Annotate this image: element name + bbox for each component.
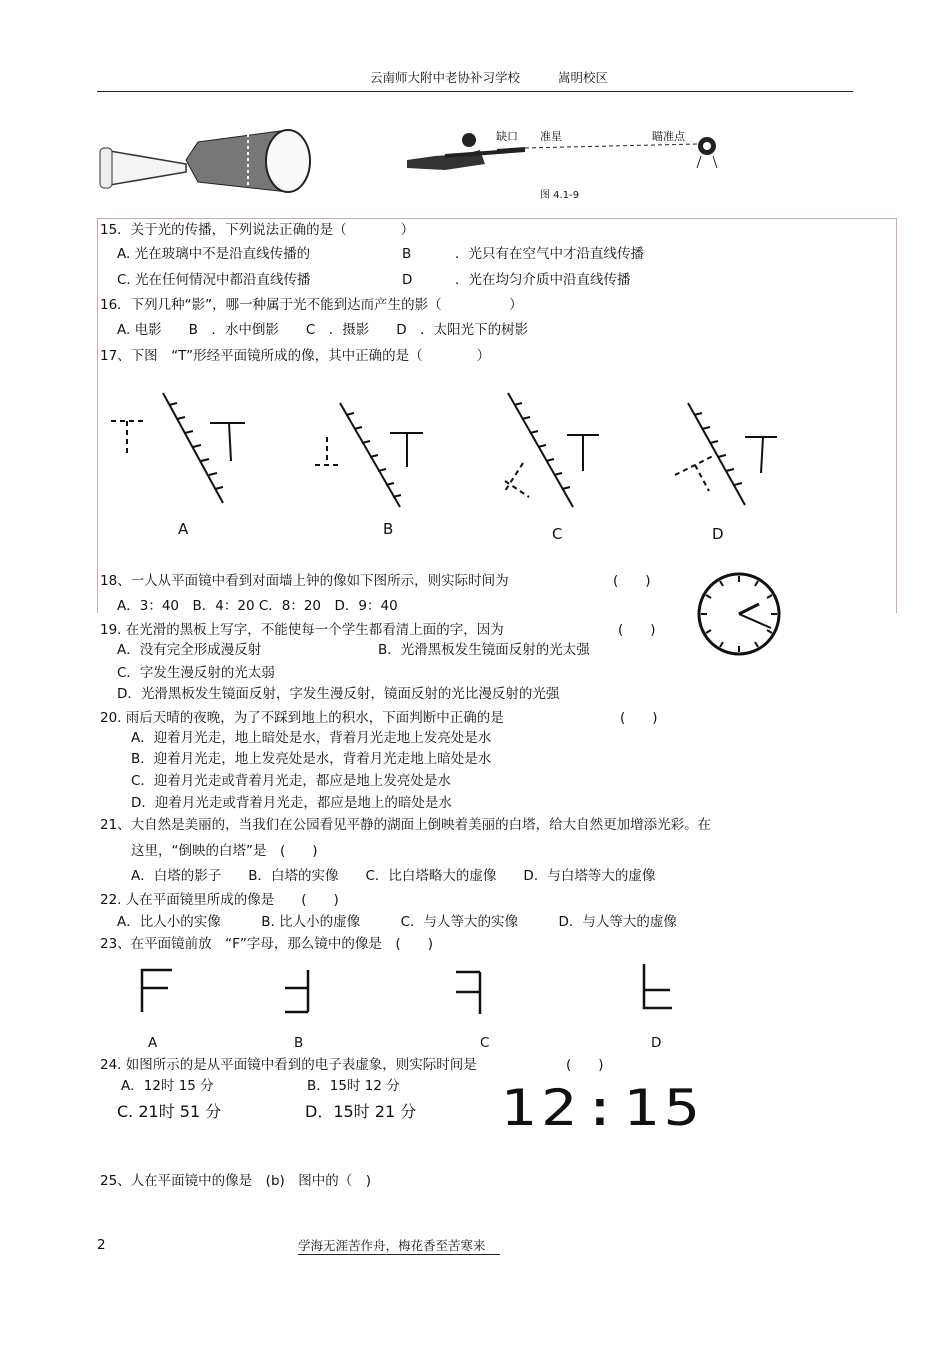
q24-stem: 24. 如图所示的是从平面镜中看到的电子表虚象，则实际时间是 <box>100 1057 477 1073</box>
q20-option-b: B．迎着月光走，地上发亮处是水，背着月光走地上暗处是水 <box>131 751 492 767</box>
q15-option-b: ．光只有在空气中才沿直线传播 <box>455 246 644 262</box>
q23-label-d: D <box>651 1035 662 1051</box>
q22-stem: 22. 人在平面镜里所成的像是 ( ) <box>100 892 339 908</box>
q15-option-d: ．光在均匀介质中沿直线传播 <box>455 272 631 288</box>
q24-option-c: C. 21时 51 分 <box>117 1102 222 1121</box>
q17-stem: 17、下图 “T”形经平面镜所成的像，其中正确的是（ ） <box>100 348 491 364</box>
q17-mirror-figures <box>105 385 885 555</box>
q16-stem: 16．下列几种“影”，哪一种属于光不能到达而产生的影（ ） <box>100 297 523 313</box>
header-school: 云南师大附中老协补习学校 <box>370 70 521 85</box>
q15-option-b-letter: B <box>402 246 412 262</box>
flashlight-figure <box>98 122 312 200</box>
q19-option-d: D．光滑黑板发生镜面反射，字发生漫反射，镜面反射的光比漫反射的光强 <box>117 686 560 702</box>
q15-option-d-letter: D <box>402 272 413 288</box>
header-rule <box>97 91 853 92</box>
box-right-border <box>896 218 897 613</box>
box-left-border <box>97 218 98 613</box>
q21-stem-line1: 21、大自然是美丽的，当我们在公园看见平静的湖面上倒映着美丽的白塔，给大自然更加增添光彩。在 <box>100 817 712 833</box>
q20-answer-paren: ( ) <box>620 710 658 726</box>
q19-option-a: A．没有完全形成漫反射 <box>117 642 262 658</box>
q19-stem: 19. 在光滑的黑板上写字，不能使每一个学生都看清上面的字，因为 <box>100 622 504 638</box>
q19-option-c: C．字发生漫反射的光太弱 <box>117 665 275 681</box>
rifle-label-notch: 缺口 <box>496 130 518 143</box>
rifle-label-aim: 瞄准点 <box>652 130 685 143</box>
q17-label-c: C <box>552 525 563 543</box>
q18-answer-paren: ( ) <box>613 573 651 589</box>
q18-options: A．3：40 B．4：20 C．8：20 D．9：40 <box>117 598 398 614</box>
q19-answer-paren: ( ) <box>618 622 656 638</box>
q16-options: A. 电影 B ．水中倒影 C ．摄影 D ．太阳光下的树影 <box>117 322 529 338</box>
rifle-label-sight: 准星 <box>540 130 562 143</box>
q18-clock-figure <box>695 570 785 660</box>
q15-option-c: C. 光在任何情况中都沿直线传播 <box>117 272 311 288</box>
q17-label-a: A <box>178 520 189 538</box>
q23-letter-figures <box>130 960 690 1020</box>
q24-digital-display: 12:15 <box>500 1079 705 1137</box>
q22-options: A．比人小的实像 B. 比人小的虚像 C．与人等大的实像 D．与人等大的虚像 <box>117 914 677 930</box>
q17-label-d: D <box>712 525 724 543</box>
box-top-border <box>97 218 897 219</box>
q24-option-b: B．15时 12 分 <box>307 1078 400 1094</box>
q20-option-d: D．迎着月光走或背着月光走，都应是地上的暗处是水 <box>131 795 452 811</box>
q21-options: A．白塔的影子 B．白塔的实像 C．比白塔略大的虚像 D．与白塔等大的虚像 <box>131 868 656 884</box>
q24-answer-paren: ( ) <box>566 1057 604 1073</box>
q18-stem: 18、一人从平面镜中看到对面墙上钟的像如下图所示，则实际时间为 <box>100 573 509 589</box>
q15-stem: 15．关于光的传播，下列说法正确的是（ ） <box>100 222 415 238</box>
q20-option-c: C．迎着月光走或背着月光走，都应是地上发亮处是水 <box>131 773 451 789</box>
q23-label-a: A <box>148 1035 158 1051</box>
q20-option-a: A．迎着月光走，地上暗处是水，背着月光走地上发亮处是水 <box>131 730 492 746</box>
q15-option-a: A. 光在玻璃中不是沿直线传播的 <box>117 246 311 262</box>
footer-page-number: 2 <box>97 1237 106 1253</box>
q23-label-b: B <box>294 1035 304 1051</box>
header-campus: 嵩明校区 <box>558 70 609 85</box>
q24-option-a: A．12时 15 分 <box>121 1078 214 1094</box>
figure-caption: 图 4.1-9 <box>540 190 580 201</box>
q25-stem: 25、人在平面镜中的像是 (b) 图中的（ ) <box>100 1173 372 1189</box>
q17-label-b: B <box>383 520 394 538</box>
q24-option-d: D．15时 21 分 <box>305 1102 417 1121</box>
footer-motto: 学海无涯苦作舟，梅花香至苦寒来 <box>298 1236 500 1255</box>
q20-stem: 20. 雨后天晴的夜晚，为了不踩到地上的积水，下面判断中正确的是 <box>100 710 504 726</box>
q23-label-c: C <box>480 1035 490 1051</box>
q23-stem: 23、在平面镜前放 “F”字母，那么镜中的像是 ( ) <box>100 936 433 952</box>
q21-stem-line2: 这里，“倒映的白塔”是 ( ) <box>131 843 318 859</box>
q19-option-b: B．光滑黑板发生镜面反射的光太强 <box>378 642 590 658</box>
